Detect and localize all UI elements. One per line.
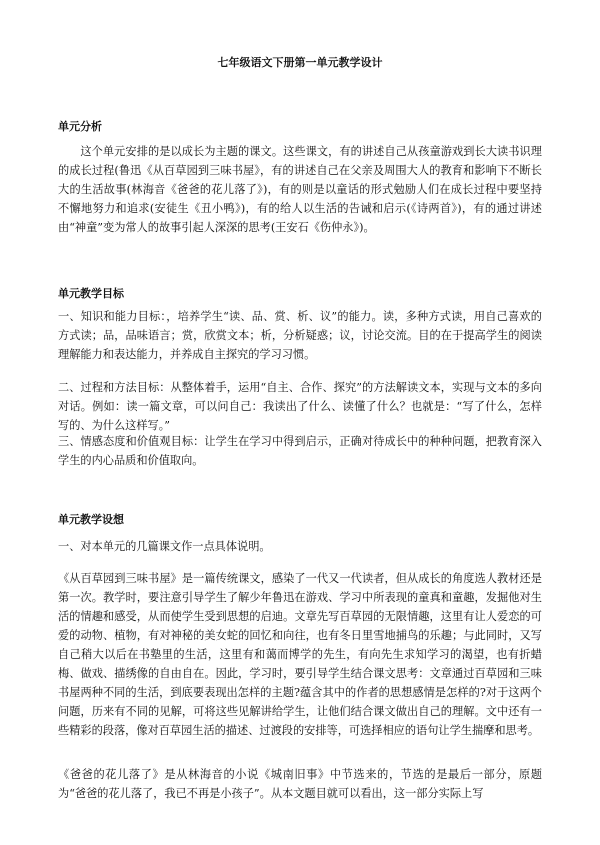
- analysis-paragraph: 这个单元安排的是以成长为主题的课文。这些课文，有的讲述自己从孩童游戏到长大读书识理的成长过程(鲁迅《从百草园到三味书屋》，有的讲述自己在父亲及周围大人的教育和影响下不断长大的生活故事(林海音《爸爸的花儿落了》)，有的则是以童话的形式勉励人们在成长过程中要坚持不懈地努力和追求(安徒生《丑小鸭》)，有的给人以生活的告诫和启示(《诗两首》)，有的通过讲述由“神童”变为常人的故事引起人深深的思考(王安石《伤仲永》)。: [58, 145, 542, 234]
- section-heading-design: 单元教学设想: [58, 513, 124, 526]
- design-paragraph-3: 《爸爸的花儿落了》是从林海音的小说《城南旧事》中节选来的，节选的是最后一部分，原题为“爸爸的花儿落了，我已不再是小孩子”。从本文题目就可以看出，这一部分实际上写: [58, 768, 542, 800]
- section-heading-analysis: 单元分析: [58, 120, 102, 133]
- design-paragraph-1: 一、对本单元的几篇课文作一点具体说明。: [58, 540, 271, 553]
- design-paragraph-2: 《从百草园到三味书屋》是一篇传统课文，感染了一代又一代读者，但从成长的角度选人教材还是第一次。教学时，要注意引导学生了解少年鲁迅在游戏、学习中所表现的童真和童趣，发掘他对生活的情趣和感受，从而使学生受到思想的启迪。文章先写百草园的无限情趣，这里有让人爱恋的可爱的动物、植物，有对神秘的美女蛇的回忆和向往，也有冬日里雪地捕鸟的乐趣；与此同时，又写自己稍大以后在书塾里的生活，这里有和蔼而博学的先生，有向先生求知学习的渴望，也有折蜡梅、做戏、描绣像的自由自在。因此，学习时，要引导学生结合课文思考：文章通过百草园和三味书屋两种不同的生活，到底要表现出怎样的主题?蕴含其中的作者的思想感情是怎样的?对于这两个问题，历来有不同的见解，可将这些见解讲给学生，让他们结合课文做出自己的理解。文中还有一些精彩的段落，像对百草园生活的描述、过渡段的安排等，可选择相应的语句让学生揣摩和思考。: [58, 572, 542, 737]
- goals-paragraph-1: 一、知识和能力目标：，培养学生“读、品、赏、析、议”的能力。读，多种方式读，用自己喜欢的方式读；品，品味语言；赏，欣赏文本；析，分析疑惑；议，讨论交流。目的在于提高学生的阅读理解能力和表达能力，并养成自主探究的学习习惯。: [58, 310, 542, 361]
- goals-paragraph-2: 二、过程和方法目标：从整体着手，运用“自主、合作、探究”的方法解读文本，实现与文本的多向对话。例如：读一篇文章，可以问自己：我读出了什么、读懂了什么？也就是：“写了什么，怎样写的、为什么这样写。”: [58, 381, 542, 432]
- section-heading-goals: 单元教学目标: [58, 287, 124, 300]
- document-title: 七年级语文下册第一单元教学设计: [217, 56, 383, 69]
- goals-paragraph-3: 三、情感态度和价值观目标：让学生在学习中得到启示，正确对待成长中的种种问题，把教育深入学生的内心品质和价值取向。: [58, 435, 542, 467]
